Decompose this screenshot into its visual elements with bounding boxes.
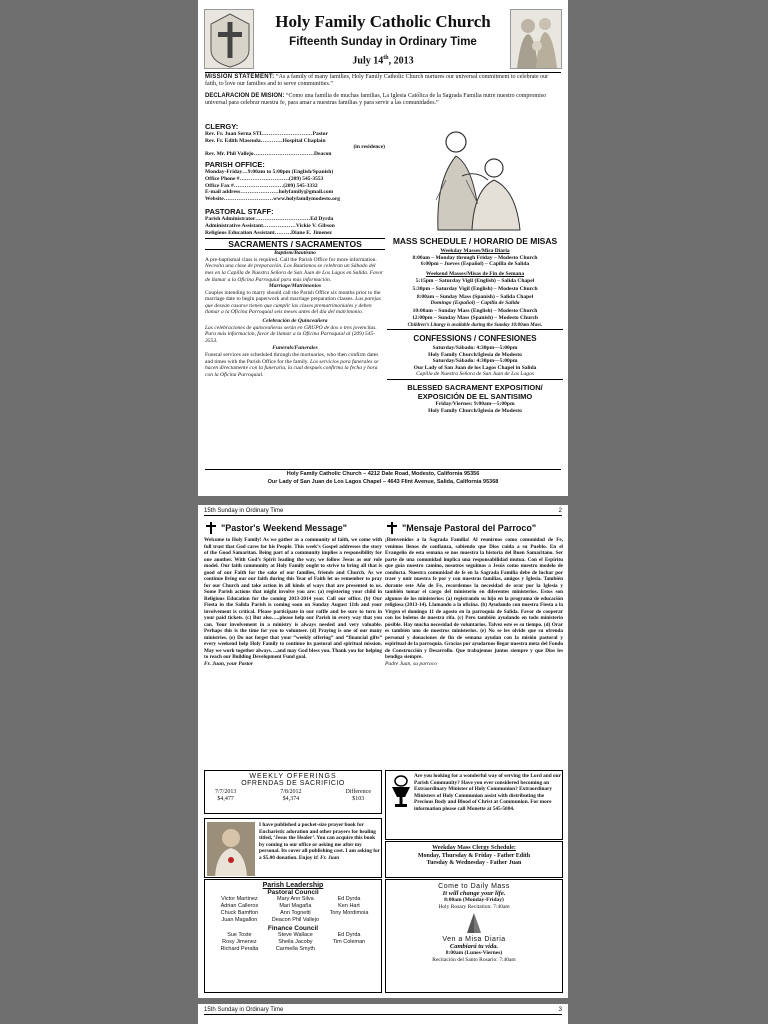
- church-title: Holy Family Catholic Church: [275, 12, 491, 31]
- page-number: 3: [558, 1007, 562, 1013]
- page2-header: [204, 508, 562, 516]
- table-row: Victor Martinez Mary Ann Silva Ed Dyrda: [221, 896, 361, 902]
- bulletin-page-2: [198, 505, 568, 998]
- parroco-message-body: ¡Bienvenidos a la Sagrada Familia! Al reunirnos como comunidad de Fe, venimos llenos de confianza, sabiendo que Dios cuida a su Pueblo. En el Evangelio de esta semana se nos muestra la historia del Buen Samaritano. Ser parte de una comunidad implica una responsabilidad mutua. Con el Espíritu que guía nuestro camino, nosotros seguimos a Jesús como nuestro modelo de conducta. Nuestra comunidad de fe en la Sagrada Familia debe de luchar por traer y unir nuestra fe por y con nuestras familias, amigos y Iglesia. También durante este Año de Fe, recordemos la necesidad de orar por la Iglesia y también tomar el cargo del ministerio en diferentes ministerios. Estos son algunos de los ministerios: (a) registrando su hijo en la programa de educación religiosa (2013-14). Llamando a la oficina. (b) Ayudando con nuestra Fiesta a la Virgen el domingo 11 de agosto en la parroquia de Salida. Favor de cooperar con los boletos de nuestra rifa. (c) Pero también ayudando en todo ministerio posible. Hay mucha necesidad de voluntarios. Talvez este es su tiempo. (d) Orar es también uno de nuestros ministerios. (e) No se les olvide que su ofrenda personal y donaciones de fin de semana ayudan con la misión pastoral y espiritual de la parroquia. Gracias por ayudarnos llegar nuestra meta del Fondo de Construcción y Desarrollo. Que trabajemos juntos siempre y que Dios les bendiga siempre.: [385, 537, 563, 660]
- baptism-text: A pre-baptismal class is required. Call the Parish Office for more information. Necesita una clase de preparación. Los Bautismos se celebran un Sábado del mes en la Capilla de Nuestra Señora de San Juan de Los Lagos en Salida. Favor de llamar a la Oficina Parroquial para más información.: [205, 256, 384, 283]
- church-icon: [204, 521, 218, 535]
- misa-diaria-tagline: Cambiará tu vida.: [449, 943, 499, 951]
- parish-office-heading: PARISH OFFICE:: [205, 160, 265, 170]
- bulletin-page-3: [198, 1004, 568, 1024]
- confessions-heading: CONFESSIONS / CONFESIONES: [413, 333, 537, 343]
- funerals-text: Funeral services are scheduled through the mortuaries, who then confirm dates and times with the Parish Office for the family. Los servicios para funerales se hacen directamente con la funeraria, la cual después confirma la fecha y hora con la Oficina Parroquial.: [205, 352, 379, 378]
- daily-mass-box: Come to Daily Mass It will change your life. 8:00am (Monday-Friday) Holy Rosary Recitation: 7:40am Ven a Misa Diaria Cambiará tu vida. 8:00am (Lunes-Viernes) Recitación del Santo Rosario: 7:40am: [385, 879, 563, 993]
- table-row: Juan Magallon Deacon Phil Vallejo: [221, 917, 320, 923]
- parish-office-info: Monday-Friday…9:00am to 5:00pm (English/Spanish) Office Phone #………………………(209) 545-3553 Office Fax #………………………(209) 545-3332 E-mail address…………………holyfamily@gmail.com Website………………………www.holyfamilymodesto.org: [205, 169, 385, 202]
- website-link[interactable]: Website………………………www.holyfamilymodesto.org: [205, 195, 341, 202]
- parish-leadership-title: Parish Leadership: [262, 882, 324, 889]
- adoration-heading: BLESSED SACRAMENT EXPOSITION/ EXPOSICIÓN DE EL SANTISIMO: [407, 382, 543, 401]
- mission-statement: MISSION STATEMENT: “As a family of many families, Holy Family Catholic Church nurtures our universal commitment to celebrate our faith, to love our families and to serve communities.”: [205, 72, 561, 88]
- declaracion-de-mision: DECLARACION DE MISION: “Como una familia de muchas familias, La Iglesia Católica de la Sagrada Familia nutre nuestro compromiso universal para celebrar nuestra fe, para amar a nuestras familias y para servir a las comunidades.”: [205, 93, 547, 106]
- pastors-message: [204, 521, 382, 667]
- pastoral-staff-heading: PASTORAL STAFF:: [205, 207, 274, 217]
- church-icon: [385, 521, 399, 535]
- mass-schedule-heading: MASS SCHEDULE / HORARIO DE MISAS: [392, 236, 558, 246]
- weekend-masses-heading: Weekend Masses/Misas de Fin de Semana: [425, 270, 525, 277]
- table-row: Richard Peralta Carmella Smyth: [220, 946, 315, 952]
- table-row: Adrian Calleros Mari Magaña Ken Hart: [220, 903, 360, 909]
- pastors-signature: Fr. Juan, your Pastor: [204, 660, 254, 667]
- childrens-liturgy-note: Children’s Liturgy is available during the Sunday 10:00am Mass.: [387, 322, 563, 330]
- jesus-portrait-image: [207, 822, 255, 876]
- sacraments-heading: SACRAMENTS / SACRAMENTOS: [205, 238, 385, 250]
- eucharistic-minister-box: [385, 770, 563, 840]
- chalice-icon: [389, 775, 413, 809]
- marriage-text: Couples intending to marry should call the Parish Office six months prior to the marriage date to begin paperwork and marriage preparation classes. Las parejas que desean casarse tienen que cumplir las clases prematrimoniales y deben llamar a la Oficina Parroquial seis meses antes del día del matrimonio.: [205, 289, 381, 316]
- parroco-message-title: "Mensaje Pastoral del Parroco": [402, 523, 537, 533]
- clergy-heading: CLERGY:: [205, 122, 239, 131]
- prayer-book-text: I have published a pocket-size prayer book for Eucharistic adoration and other prayers for healing titled, ‘Jesus the Healer’. You can acquire this book by coming to our office or asking me after my personal. Its cover all publishing cost. I am asking for a $5.00 donation. Enjoy it! Fr. Juan: [259, 822, 380, 861]
- email-link[interactable]: E-mail address…………………holyfamily@gmail.com: [205, 189, 334, 196]
- weekly-offerings-box: WEEKLY OFFERINGS OFRENDAS DE SACRIFICIO 7/7/2013 $4,477 7/8/2012 $4,374 Difference $103: [204, 770, 382, 814]
- bulletin-date: July 14th, 2013: [352, 55, 414, 67]
- parroco-message: [385, 521, 563, 667]
- page-header-title: 15th Sunday in Ordinary Time: [204, 508, 284, 514]
- daily-mass-title: Come to Daily Mass: [438, 883, 510, 890]
- pastoral-council-heading: Pastoral Council: [267, 889, 319, 896]
- offerings-table: [207, 789, 379, 803]
- parish-leadership-box: [204, 879, 382, 993]
- misa-diaria-title: Ven a Misa Diaria: [442, 936, 506, 944]
- page3-header: [204, 1007, 562, 1015]
- pastors-message-body: Welcome to Holy Family! As we gather as a community of faith, we come with full trust that God cares for his People. This week’s Gospel addresses the story of the Good Samaritan. Being part of a community implies a responsibility for one another. With God’s Spirit leading the way, we follow Jesus as our role model. Our faith community at Holy Family ought to strive to bring all that is good of our Faith for the sake of our families, friends and Church. As we continue living our our faith during this Year of Faith let us remember to pray for our Church and take action in all kinds of ways that are presented to us. Some Parish actions that might involve you are: (a) registering your child in Religious Education for the coming 2013-2014 year. Call our office. (b) Our Fiesta in the Salida Parish is coming soon on Sunday August 11th and your involvement is critical. Please participate in our raffle and be sure to turn in your paid tickets. (c) But also…..please help our Parish in every way that you can. Your involvement in a ministry is always needed and very valuable. Perhaps this is the time for you to volunteer. (d) Praying is one of our many ministries. (e) Do not forget that your “weekly offering” and “financial gifts” every weekend help Holy Family to continue its pastoral and spiritual mission. May we work together always….and may God bless you. Thank you for helping to reach our Building Development Fund goal.: [204, 537, 382, 660]
- good-samaritan-illustration: [416, 120, 534, 232]
- table-row: Sue Toste Steve Wallace Ed Dyrda: [227, 932, 361, 938]
- funerals-heading: Funerals/Funerales: [272, 345, 318, 352]
- clergy-schedule-box: Weekday Mass Clergy Schedule: Monday, Thursday & Friday - Father Edith Tuesday & Wednesday - Father Juan: [385, 841, 563, 878]
- pastoral-staff-list: Parish Administrator…………………………Ed Dyrda Administrative Assistant………………Vickie V. Gibson Religious Education Assistant………Diane E. Jimenez: [205, 216, 335, 236]
- table-row: Rosy Jimenez Sheila Jacoby Tim Coleman: [222, 939, 366, 945]
- baptism-heading: Baptism/Bautismo: [274, 250, 316, 257]
- praying-hands-icon: [386, 910, 562, 936]
- clergy-list: Rev. Fr. Juan Serna STL………………………Pastor Rev. Fr. Edith Maseuda…………Hospital Chaplain (in residence) Rev. Mr. Phil Vallejo……………………………Deacon: [205, 131, 385, 157]
- finance-council-heading: Finance Council: [267, 925, 319, 932]
- church-logo-image: [204, 9, 254, 69]
- mass-schedule: MASS SCHEDULE / HORARIO DE MISAS Weekday Masses/Misa Diaria 8:00am – Monday through Friday – Modesto Church 6:00pm – Jueves (Español) – Capilla de Salida Weekend Masses/Misas de Fin de Semana 5:15pm – Saturday Vigil (English) – Salida Chapel 5:30pm – Saturday Vigil (English) – Modesto Church 8:00am – Sunday Mass (Spanish) – Salida Chapel Domingo (Español) – Capilla de Salida 10:00am – Sunday Mass (English) – Modesto Church 12:00pm – Sunday Mass (Spanish) – Modesto Church Children’s Liturgy is available during the Sunday 10:00am Mass. CONFESSIONS / CONFESIONES Saturday/Sábado: 4:30pm—5:00pm Holy Family Church/Iglesia de Modesto Saturday/Sábado: 4:30pm—5:00pm Our Lady of San Juan de los Lagos Chapel in Salida Capilla de Nuestra Señora de San Juan de Los Lagos BLESSED SACRAMENT EXPOSITION/ EXPOSICIÓN DE EL SANTISIMO Friday/Viernes: 9:00am—5:00pm Holy Family Church/Iglesia de Modesto: [387, 236, 563, 414]
- page-number: 2: [558, 508, 562, 514]
- quinceanera-heading: Celebración de Quinceañera: [262, 318, 328, 325]
- eucharistic-minister-text: Are you looking for a wonderful way of serving the Lord and our Parish Community? Have you ever considered becoming an Extraordinary Minister of Holy Communion? Extraordinary Ministers of Holy Communion assist with distributing the Precious Body and Blood of Christ at Communion. For more information please call Monette at 545-5084.: [414, 773, 561, 812]
- liturgical-subtitle: Fifteenth Sunday in Ordinary Time: [289, 36, 477, 48]
- parroco-signature: Padre Juan, su parroco: [385, 660, 437, 667]
- bulletin-page-1: [198, 0, 568, 496]
- marriage-heading: Marriage/Matrimonios: [268, 283, 322, 290]
- offering-col: 7/7/2013 $4,477: [215, 789, 237, 802]
- table-row: Chuck Bamfton Ann Tognetti Tony Mordimoia: [220, 910, 369, 916]
- page-header-title: 15th Sunday in Ordinary Time: [204, 1007, 284, 1013]
- holy-family-image: [510, 9, 562, 69]
- offering-col: Difference $103: [345, 789, 371, 802]
- daily-mass-tagline: It will change your life.: [442, 890, 506, 897]
- prayer-book-box: [204, 818, 382, 878]
- pastors-message-title: "Pastor's Weekend Message": [221, 523, 348, 533]
- quinceanera-text: Las celebraciones de quinceañeras serán en GRUPO de dos o tres jovencitas. Para más información, favor de llamar a la Oficina Parroquial al (209) 545-3553.: [205, 324, 377, 344]
- offering-col: 7/8/2012 $4,374: [280, 789, 302, 802]
- page1-footer: Holy Family Catholic Church – 4212 Dale Road, Modesto, California 95356 Our Lady of San Juan de Los Lagos Chapel – 4643 Flint Avenue, Salida, California 95368: [205, 469, 561, 486]
- weekday-masses-heading: Weekday Masses/Misa Diaria: [440, 248, 510, 254]
